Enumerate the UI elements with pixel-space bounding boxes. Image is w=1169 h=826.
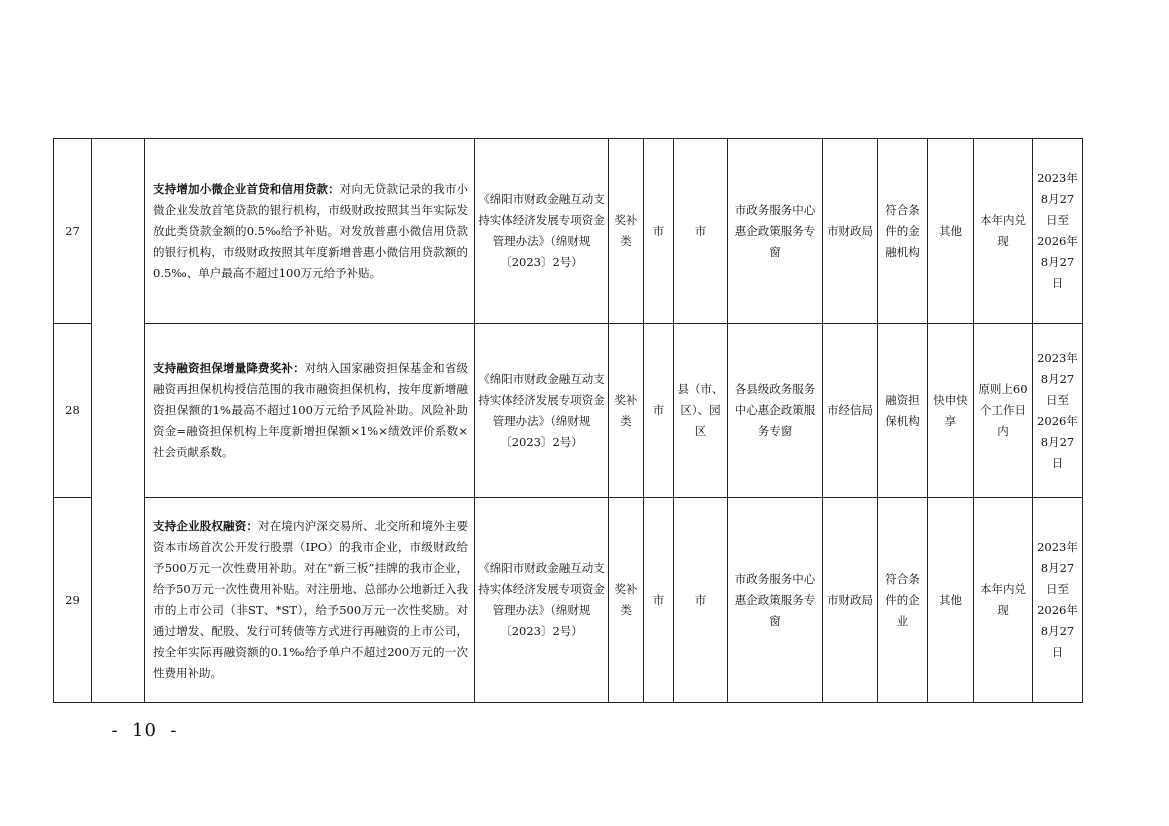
- policy-body: 对向无贷款记录的我市小微企业发放首笔贷款的银行机构，市级财政按照其当年实际发放此类贷款金额的0.5‰给予补贴。对发放普惠小微信用贷款的银行机构，市级财政按照其年度新增普惠小微信用贷款额的0.5‰、单户最高不超过100万元给予补贴。: [153, 181, 469, 280]
- policy-title: 支持企业股权融资：: [153, 519, 259, 533]
- responsible-dept: 市财政局: [823, 139, 878, 324]
- responsible-dept: 市财政局: [823, 498, 878, 703]
- application-mode: 其他: [928, 498, 974, 703]
- policy-description: [145, 324, 475, 498]
- applicable-area: 市: [674, 139, 728, 324]
- page-dash-left: -: [111, 720, 119, 741]
- responsible-dept: 市经信局: [823, 324, 878, 498]
- policy-description: [145, 139, 475, 324]
- table-row: [54, 498, 1083, 703]
- policy-description: [145, 498, 475, 703]
- page-dash-right: -: [170, 720, 178, 741]
- service-window: 市政务服务中心惠企政策服务专窗: [728, 498, 823, 703]
- payout-time: 原则上60个工作日内: [974, 324, 1033, 498]
- policy-type: 奖补类: [609, 498, 644, 703]
- application-mode: 快申快享: [928, 324, 974, 498]
- validity-period: 2023年8月27日至2026年8月27日: [1033, 324, 1083, 498]
- policy-type: 奖补类: [609, 139, 644, 324]
- policy-type: 奖补类: [609, 324, 644, 498]
- row-number: 27: [54, 139, 92, 324]
- target-group: 符合条件的金融机构: [878, 139, 928, 324]
- policy-title: 支持增加小微企业首贷和信用贷款：: [153, 181, 340, 196]
- validity-period: 2023年8月27日至2026年8月27日: [1033, 139, 1083, 324]
- policy-level: 市: [644, 498, 674, 703]
- policy-basis: 《绵阳市财政金融互动支持实体经济发展专项资金管理办法》（绵财规〔2023〕2号）: [475, 324, 609, 498]
- payout-time: 本年内兑现: [974, 139, 1033, 324]
- policy-basis: 《绵阳市财政金融互动支持实体经济发展专项资金管理办法》（绵财规〔2023〕2号）: [475, 498, 609, 703]
- payout-time: 本年内兑现: [974, 498, 1033, 703]
- table-row: [54, 324, 1083, 498]
- policy-basis: 《绵阳市财政金融互动支持实体经济发展专项资金管理办法》（绵财规〔2023〕2号）: [475, 139, 609, 324]
- policy-level: 市: [644, 324, 674, 498]
- policy-level: 市: [644, 139, 674, 324]
- target-group: 融资担保机构: [878, 324, 928, 498]
- row-number: 28: [54, 324, 92, 498]
- category-cell: [92, 139, 145, 703]
- page-number-value: 10: [132, 720, 157, 741]
- policy-body: 对在境内沪深交易所、北交所和境外主要资本市场首次公开发行股票（IPO）的我市企业，市级财政给予500万元一次性费用补助。对在“新三板”挂牌的我市企业，给予50万元一次性费用补贴。对注册地、总部办公地新迁入我市的上市公司（非ST、*ST），给予500万元一次性奖励。对通过增发、配股、发行可转债等方式进行再融资的上市公司，按全年实际再融资额的0.1‰给予单户不超过200万元的一次性费用补助。: [153, 519, 469, 680]
- service-window: 市政务服务中心惠企政策服务专窗: [728, 139, 823, 324]
- applicable-area: 县（市、区）、园区: [674, 324, 728, 498]
- service-window: 各县级政务服务中心惠企政策服务专窗: [728, 324, 823, 498]
- row-number: 29: [54, 498, 92, 703]
- policy-body: 对纳入国家融资担保基金和省级融资再担保机构授信范围的我市融资担保机构，按年度新增融资担保额的1%最高不超过100万元给予风险补助。风险补助资金=融资担保机构上年度新增担保额×1%×绩效评价系数×社会贡献系数。: [153, 361, 468, 459]
- validity-period: 2023年8月27日至2026年8月27日: [1033, 498, 1083, 703]
- applicable-area: 市: [674, 498, 728, 703]
- policy-table: [53, 138, 1083, 703]
- policy-title: 支持融资担保增量降费奖补：: [153, 361, 305, 375]
- table-row: [54, 139, 1083, 324]
- target-group: 符合条件的企业: [878, 498, 928, 703]
- page-number: [108, 720, 181, 741]
- application-mode: 其他: [928, 139, 974, 324]
